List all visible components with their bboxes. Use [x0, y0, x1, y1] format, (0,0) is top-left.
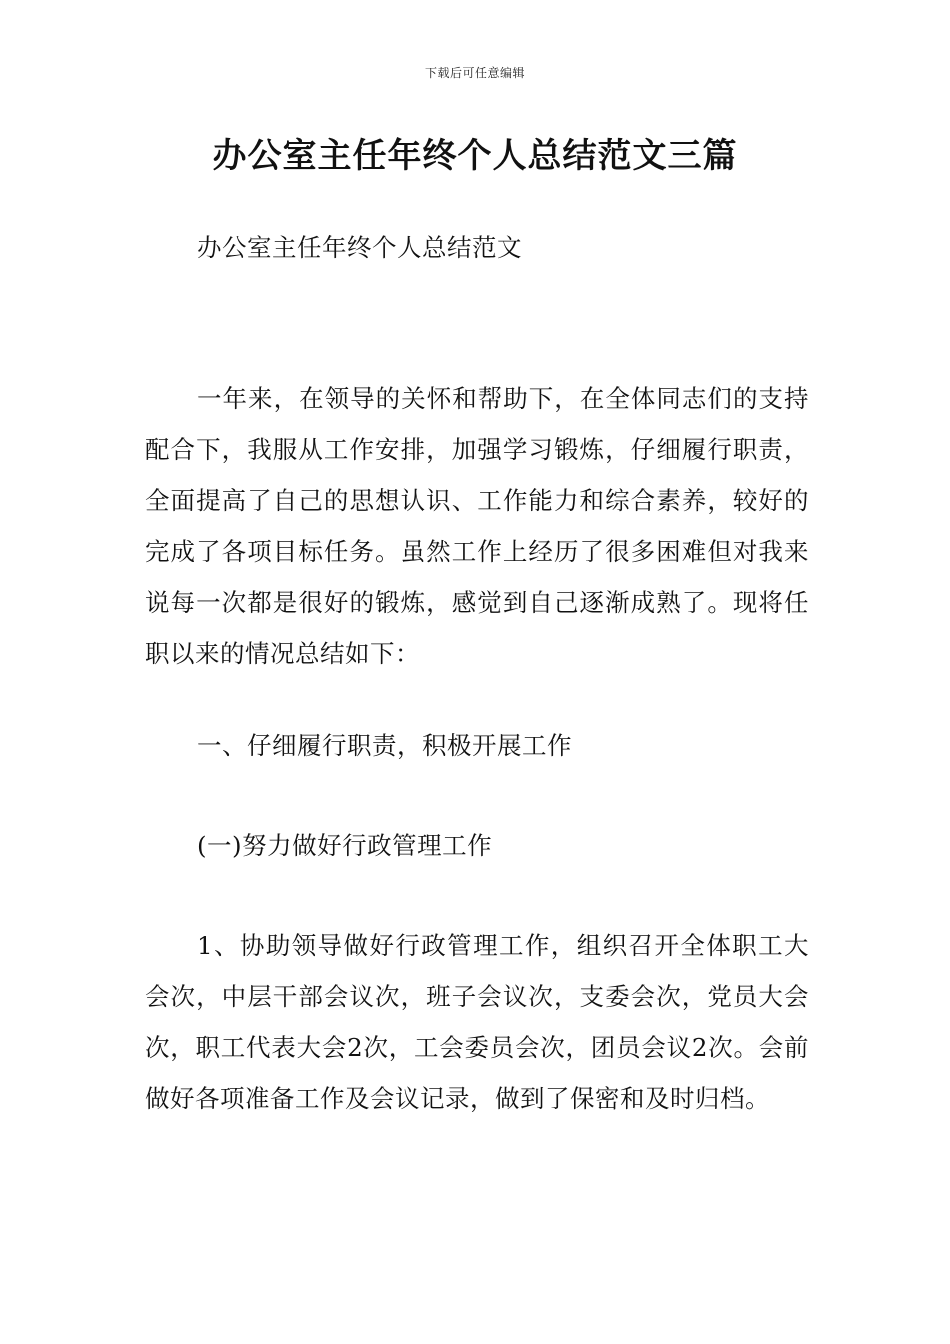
paragraph-intro: 一年来，在领导的关怀和帮助下，在全体同志们的支持配合下，我服从工作安排，加强学习锻炼，仔细履行职责，全面提高了自己的思想认识、工作能力和综合素养，较好的完成了各项目标任务。虽然工作上经历了很多困难但对我来说每一次都是很好的锻炼，感觉到自己逐渐成熟了。现将任职以来的情况总结如下： — [145, 384, 809, 668]
paragraph-item-1: 1、协助领导做好行政管理工作，组织召开全体职工大会次，中层干部会议次，班子会议次，支委会次，党员大会次，职工代表大会2次，工会委员会次，团员会议2次。会前做好各项准备工作及会议记录，做到了保密和及时归档。 — [145, 931, 809, 1113]
subsection-heading-1: (一)努力做好行政管理工作 — [197, 831, 493, 860]
section-heading-1: 一、仔细履行职责，积极开展工作 — [197, 731, 572, 760]
document-subtitle: 办公室主任年终个人总结范文 — [197, 233, 522, 262]
document-title: 办公室主任年终个人总结范文三篇 — [212, 136, 738, 176]
header-note: 下载后可任意编辑 — [424, 66, 525, 80]
